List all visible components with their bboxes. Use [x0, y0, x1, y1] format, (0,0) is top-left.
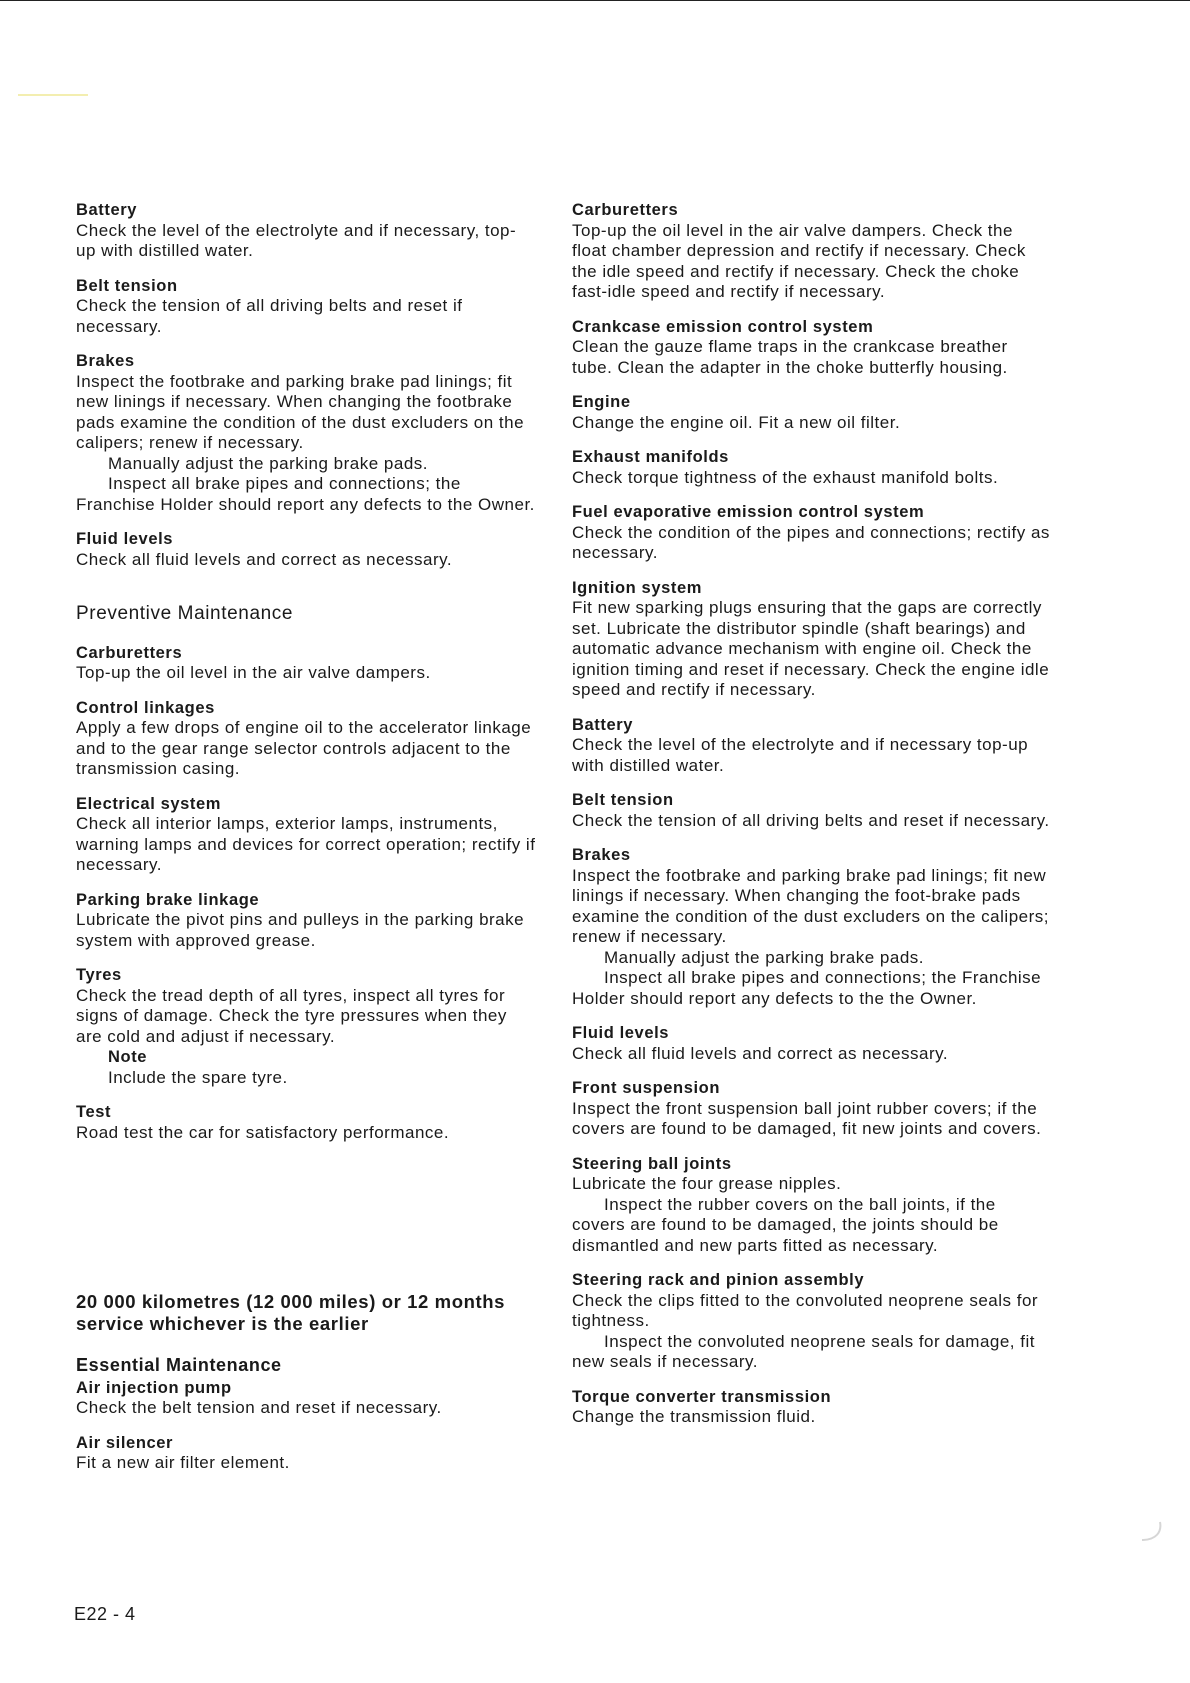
- section-brakes: [572, 845, 1052, 1009]
- section-front-suspension: [572, 1078, 1052, 1140]
- essential-heading: Essential Maintenance: [76, 1355, 282, 1375]
- section-text: Check torque tightness of the exhaust manifold bolts.: [572, 467, 999, 487]
- section-battery: [76, 200, 536, 262]
- section-title: Belt tension: [76, 276, 178, 295]
- section-title: Battery: [76, 201, 138, 219]
- page-number: E22 - 4: [74, 1604, 136, 1624]
- section-title: Air injection pump: [76, 1378, 232, 1397]
- section-title: Steering rack and pinion assembly: [572, 1271, 865, 1289]
- section-test: [76, 1102, 536, 1143]
- section-crankcase: [572, 317, 1052, 379]
- section-indent-text: Manually adjust the parking brake pads.: [604, 947, 925, 967]
- section-exhaust-manifolds: [572, 447, 1052, 488]
- section-ignition-system: [572, 578, 1052, 701]
- preventive-heading: Preventive Maintenance: [76, 603, 294, 624]
- section-indent-text: Manually adjust the parking brake pads.: [108, 453, 429, 473]
- section-text: Check all fluid levels and correct as necessary.: [572, 1043, 949, 1063]
- section-title: Ignition system: [572, 578, 703, 597]
- section-battery: [572, 715, 1052, 777]
- section-engine: [572, 392, 1052, 433]
- section-text: Apply a few drops of engine oil to the accelerator linkage and to the gear range selector controls adjacent to the transmission casing.: [76, 718, 532, 778]
- section-indent-text: Inspect all brake pipes and connections; the Franchise Holder should report any defects to the Owner.: [76, 474, 535, 514]
- section-carburetters: [572, 200, 1052, 303]
- section-title: Engine: [572, 393, 631, 411]
- section-text: Fit new sparking plugs ensuring that the gaps are correctly set. Lubricate the distributor spindle (shaft bearings) and automatic advance mechanism with engine oil. Check the ignition timing and reset if necessary. Check the engine idle speed and rectify if necessary.: [572, 598, 1050, 699]
- section-fluid-levels: [76, 529, 536, 570]
- section-indent-text: Inspect the rubber covers on the ball joints, if the covers are found to be damaged, the joints should be dismantled and new parts fitted as necessary.: [572, 1194, 999, 1255]
- section-text: Check the level of the electrolyte and if necessary, top-up with distilled water.: [76, 220, 517, 260]
- section-air-silencer: [76, 1433, 536, 1474]
- section-text: Check the tread depth of all tyres, inspect all tyres for signs of damage. Check the tyre pressures when they are cold and adjust if necessary.: [76, 985, 507, 1046]
- section-text: Lubricate the pivot pins and pulleys in the parking brake system with approved grease.: [76, 910, 525, 950]
- section-text: Inspect the footbrake and parking brake pad linings; fit new linings if necessary. When changing the footbrake pads examine the condition of the dust excluders on the calipers; renew if necessary.: [76, 371, 525, 452]
- section-text: Road test the car for satisfactory performance.: [76, 1122, 450, 1142]
- section-belt-tension: [76, 276, 536, 338]
- section-air-injection-pump: [76, 1378, 536, 1419]
- section-title: Battery: [572, 715, 634, 734]
- section-title: Parking brake linkage: [76, 890, 260, 909]
- section-title: Front suspension: [572, 1079, 721, 1097]
- section-electrical-system: [76, 794, 536, 876]
- note-text: Include the spare tyre.: [108, 1067, 288, 1087]
- section-text: Top-up the oil level in the air valve dampers. Check the float chamber depression and rectify if necessary. Check the idle speed and rectify if necessary. Check the choke fast-idle speed and rectify if necessary.: [572, 220, 1026, 301]
- section-text: Clean the gauze flame traps in the crankcase breather tube. Clean the adapter in the choke butterfly housing.: [572, 337, 1008, 377]
- section-title: Electrical system: [76, 794, 222, 813]
- section-text: Check the level of the electrolyte and if necessary top-up with distilled water.: [572, 735, 1029, 775]
- section-text: Check all fluid levels and correct as necessary.: [76, 549, 453, 569]
- section-title: Steering ball joints: [572, 1154, 732, 1173]
- section-steering-rack: [572, 1270, 1052, 1373]
- section-title: Control linkages: [76, 698, 215, 717]
- section-title: Test: [76, 1103, 112, 1121]
- section-title: Air silencer: [76, 1433, 174, 1452]
- service-interval-heading: 20 000 kilometres (12 000 miles) or 12 months service whichever is the earlier: [76, 1291, 506, 1334]
- section-belt-tension: [572, 790, 1052, 831]
- section-title: Torque converter transmission: [572, 1387, 832, 1406]
- section-text: Check the clips fitted to the convoluted neoprene seals for tightness.: [572, 1290, 1039, 1330]
- section-control-linkages: [76, 698, 536, 780]
- section-title: Brakes: [76, 352, 135, 370]
- section-tyres: [76, 965, 536, 1088]
- section-title: Fuel evaporative emission control system: [572, 503, 925, 521]
- section-parking-brake-linkage: [76, 890, 536, 952]
- section-indent-text: Inspect the convoluted neoprene seals for damage, fit new seals if necessary.: [572, 1331, 1035, 1371]
- section-text: Check the tension of all driving belts and reset if necessary.: [572, 810, 1050, 830]
- section-text: Change the engine oil. Fit a new oil filter.: [572, 412, 901, 432]
- note-title: Note: [108, 1048, 148, 1066]
- section-brakes: [76, 351, 536, 515]
- section-title: Brakes: [572, 846, 631, 864]
- section-text: Check the belt tension and reset if necessary.: [76, 1398, 442, 1417]
- section-title: Belt tension: [572, 791, 674, 809]
- section-text: Lubricate the four grease nipples.: [572, 1174, 842, 1193]
- section-title: Fluid levels: [572, 1024, 670, 1042]
- section-text: Fit a new air filter element.: [76, 1453, 290, 1472]
- right-column: [572, 200, 1052, 1442]
- section-title: Exhaust manifolds: [572, 448, 729, 466]
- section-text: Top-up the oil level in the air valve dampers.: [76, 663, 431, 682]
- scan-mark: [18, 94, 88, 96]
- section-title: Fluid levels: [76, 530, 174, 548]
- section-fuel-evaporative: [572, 502, 1052, 564]
- left-column: [76, 200, 536, 1488]
- section-steering-ball-joints: [572, 1154, 1052, 1257]
- section-title: Tyres: [76, 966, 122, 984]
- section-text: Inspect the footbrake and parking brake pad linings; fit new linings if necessary. When changing the foot-brake pads examine the condition of the dust excluders on the calipers; renew if necessary.: [572, 865, 1049, 946]
- section-text: Change the transmission fluid.: [572, 1407, 816, 1426]
- section-text: Check the condition of the pipes and connections; rectify as necessary.: [572, 522, 1050, 562]
- scan-artifact-icon: [1138, 1520, 1164, 1544]
- top-border: [0, 0, 1190, 1]
- section-torque-converter: [572, 1387, 1052, 1428]
- section-text: Check all interior lamps, exterior lamps, instruments, warning lamps and devices for correct operation; rectify if necessary.: [76, 814, 536, 874]
- section-indent-text: Inspect all brake pipes and connections; the Franchise Holder should report any defects to the the Owner.: [572, 968, 1042, 1008]
- section-title: Carburetters: [572, 201, 679, 219]
- section-carburetters: [76, 643, 536, 684]
- section-text: Inspect the front suspension ball joint rubber covers; if the covers are found to be damaged, fit new joints and covers.: [572, 1098, 1042, 1138]
- section-text: Check the tension of all driving belts and reset if necessary.: [76, 296, 463, 336]
- section-fluid-levels: [572, 1023, 1052, 1064]
- section-title: Carburetters: [76, 643, 183, 662]
- section-title: Crankcase emission control system: [572, 317, 874, 336]
